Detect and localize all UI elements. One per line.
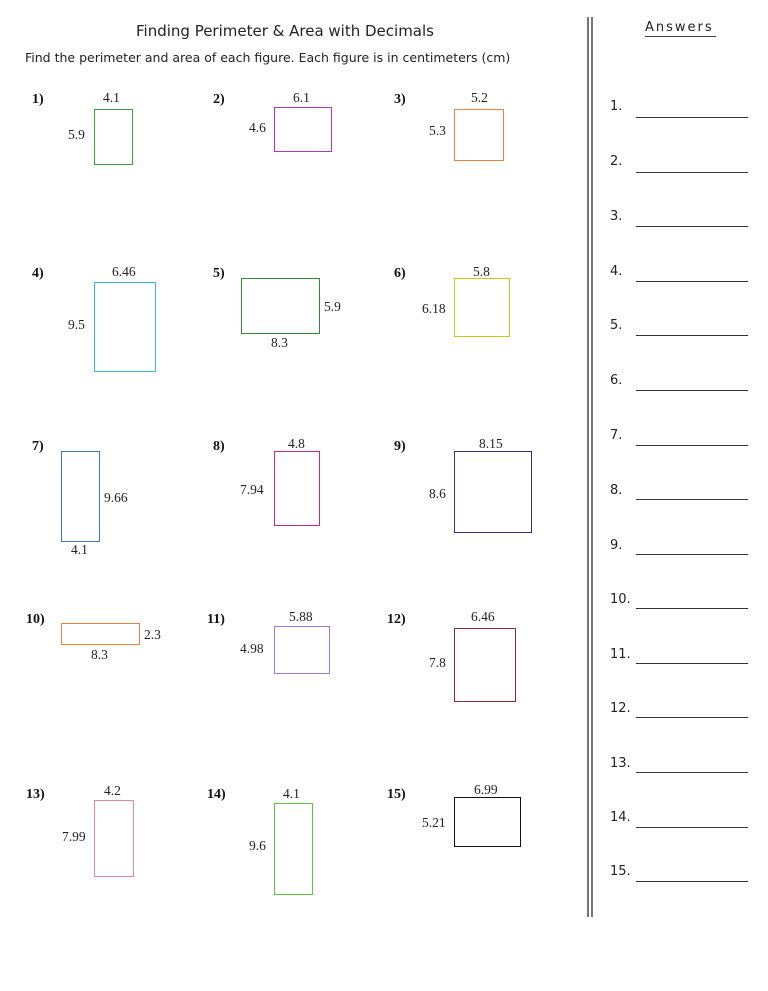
problem-number: 4) [32,266,44,281]
rectangle-figure [94,282,156,372]
problem-number: 1) [32,92,44,107]
answer-blank-11[interactable] [636,663,748,664]
answer-blank-15[interactable] [636,881,748,882]
width-label: 8.15 [479,436,503,451]
rectangle-figure [454,109,504,161]
answer-blank-14[interactable] [636,827,748,828]
rectangle-figure [94,800,134,877]
answer-label-12: 12. [610,701,631,716]
answer-label-10: 10. [610,592,631,607]
answers-heading: Answers [645,20,714,35]
width-label: 4.1 [283,786,300,801]
answer-blank-4[interactable] [636,281,748,282]
height-label: 2.3 [144,627,161,642]
answer-label-1: 1. [610,99,623,114]
height-label: 4.6 [249,120,266,135]
problem-number: 11) [207,612,225,627]
height-label: 7.8 [429,655,446,670]
rectangle-figure [274,626,330,674]
answer-label-15: 15. [610,864,631,879]
answer-blank-2[interactable] [636,172,748,173]
answer-blank-6[interactable] [636,390,748,391]
answer-blank-3[interactable] [636,226,748,227]
rectangle-figure [454,797,521,847]
answer-label-5: 5. [610,318,623,333]
answer-label-9: 9. [610,538,623,553]
rectangle-figure [94,109,133,165]
problem-number: 6) [394,266,406,281]
answer-label-2: 2. [610,154,623,169]
answer-label-3: 3. [610,209,623,224]
height-label: 5.21 [422,815,446,830]
problem-number: 10) [26,612,45,627]
rectangle-figure [454,628,516,702]
rectangle-figure [274,803,313,895]
answer-label-7: 7. [610,428,623,443]
height-label: 5.3 [429,123,446,138]
rectangle-figure [61,451,100,542]
width-label: 6.1 [293,90,310,105]
height-label: 9.66 [104,490,128,505]
height-label: 5.9 [324,299,341,314]
rectangle-figure [61,623,140,645]
width-label: 6.46 [471,609,495,624]
answer-blank-9[interactable] [636,554,748,555]
width-label: 5.8 [473,264,490,279]
problem-number: 13) [26,787,45,802]
width-label: 5.88 [289,609,313,624]
answer-blank-8[interactable] [636,499,748,500]
answer-label-11: 11. [610,647,631,662]
problem-number: 5) [213,266,225,281]
answer-blank-13[interactable] [636,772,748,773]
height-label: 7.99 [62,829,86,844]
answer-blank-10[interactable] [636,608,748,609]
height-label: 9.5 [68,317,85,332]
rectangle-figure [454,451,532,533]
width-label: 8.3 [91,647,108,662]
problem-number: 9) [394,439,406,454]
answer-blank-5[interactable] [636,335,748,336]
height-label: 6.18 [422,301,446,316]
answer-blank-7[interactable] [636,445,748,446]
height-label: 5.9 [68,127,85,142]
height-label: 7.94 [240,482,264,497]
answer-label-13: 13. [610,756,631,771]
width-label: 8.3 [271,335,288,350]
width-label: 6.99 [474,782,498,797]
width-label: 4.8 [288,436,305,451]
height-label: 9.6 [249,838,266,853]
answer-label-4: 4. [610,264,623,279]
problem-number: 15) [387,787,406,802]
answer-divider-left [587,17,589,917]
height-label: 4.98 [240,641,264,656]
width-label: 6.46 [112,264,136,279]
width-label: 4.1 [71,542,88,557]
width-label: 5.2 [471,90,488,105]
rectangle-figure [454,278,510,337]
rectangle-figure [274,451,320,526]
problem-number: 3) [394,92,406,107]
instructions: Find the perimeter and area of each figure. Each figure is in centimeters (cm) [25,50,511,65]
height-label: 8.6 [429,486,446,501]
worksheet-title: Finding Perimeter & Area with Decimals [136,22,434,40]
rectangle-figure [274,107,332,152]
answer-divider-right [591,17,593,917]
rectangle-figure [241,278,320,334]
answer-blank-1[interactable] [636,117,748,118]
answer-label-8: 8. [610,483,623,498]
problem-number: 12) [387,612,406,627]
width-label: 4.1 [103,90,120,105]
problem-number: 7) [32,439,44,454]
problem-number: 8) [213,439,225,454]
answer-label-14: 14. [610,810,631,825]
answer-blank-12[interactable] [636,717,748,718]
problem-number: 14) [207,787,226,802]
answer-label-6: 6. [610,373,623,388]
problem-number: 2) [213,92,225,107]
width-label: 4.2 [104,783,121,798]
